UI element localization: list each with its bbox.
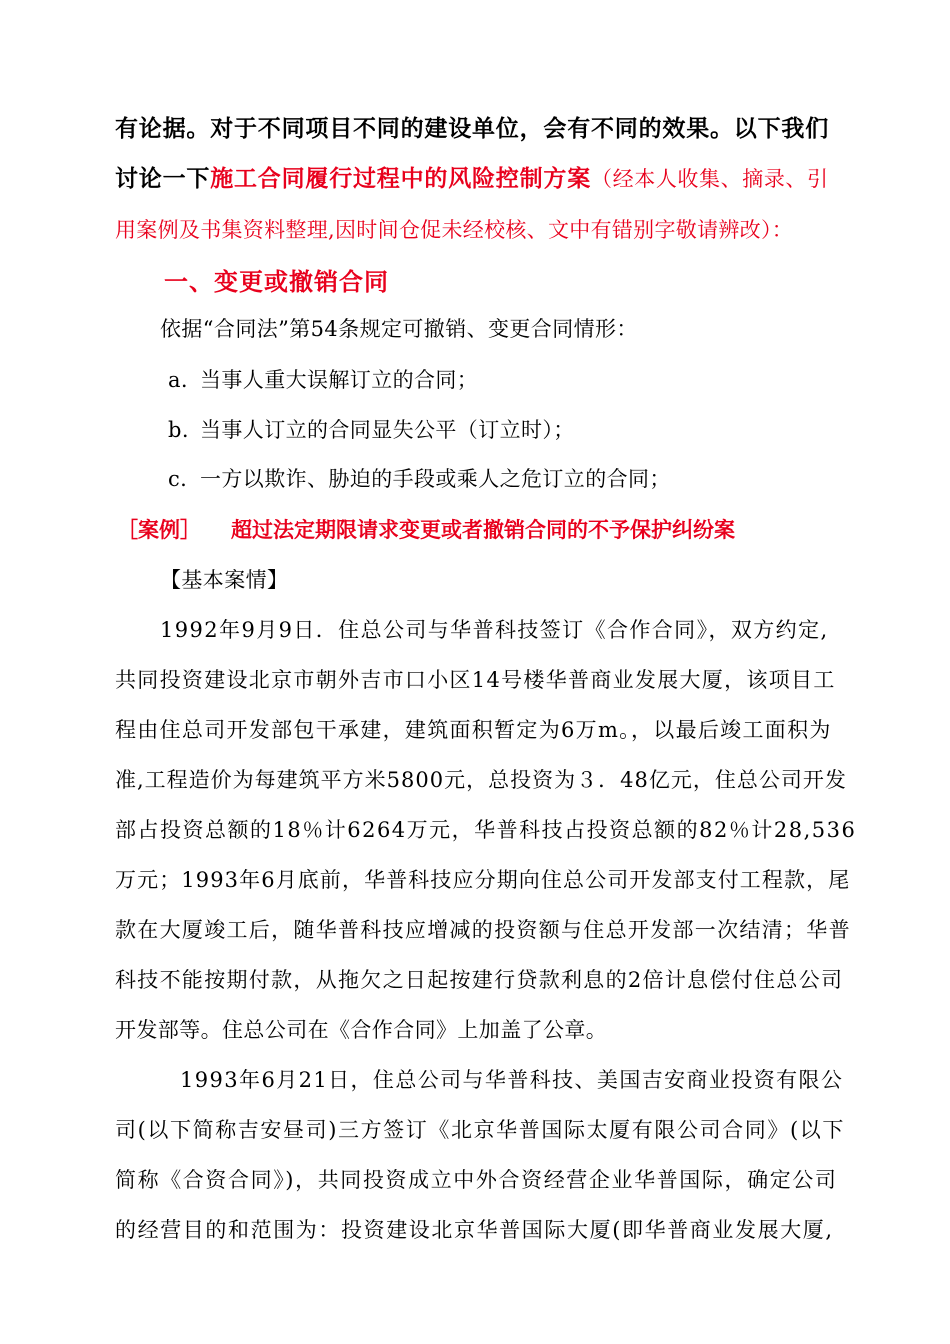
para-text: 万元；1993年6月底前，华普科技应分期向住总公司开发部支付工程款，尾 [115, 868, 851, 892]
case-para1-line [115, 664, 950, 694]
case-para2-line [180, 1064, 950, 1094]
case-para1-line [115, 714, 950, 744]
list-item-text: 一方以欺诈、胁迫的手段或乘人之危订立的合同； [200, 467, 671, 491]
topic-highlight: 施工合同履行过程中的风险控制方案 [210, 165, 592, 192]
para-text: 共同投资建设北京市朝外吉市口小区14号楼华普商业发展大厦，该项目工 [115, 668, 836, 692]
list-item [168, 364, 950, 394]
para-text: 司(以下简称吉安昼司)三方签订《北京华普国际太厦有限公司合同》(以下 [115, 1118, 845, 1142]
section-heading-text: 一、变更或撤销合同 [164, 267, 389, 296]
list-item [168, 414, 950, 444]
intro-line-2 [115, 160, 950, 193]
para-text: 开发部等。住总公司在《合作合同》上加盖了公章。 [115, 1018, 608, 1042]
para-text: 部占投资总额的18％计6264万元，华普科技占投资总额的82％计28,536 [115, 818, 857, 842]
case-subheading-text: 【基本案情】 [160, 568, 289, 592]
case-para2-line [115, 1164, 950, 1194]
para-text: 1993年6月21日，住总公司与华普科技、美国吉安商业投资有限公 [180, 1068, 844, 1092]
case-para1-line [115, 914, 950, 944]
list-marker: b. [168, 418, 189, 442]
case-para1-line [115, 1014, 950, 1044]
case-para1-line [160, 614, 950, 644]
case-para1-line [115, 964, 950, 994]
case-title [117, 514, 950, 544]
para-text: 款在大厦竣工后，随华普科技应增减的投资额与住总开发部一次结清；华普 [115, 918, 851, 942]
list-item-text: 当事人重大误解订立的合同； [200, 368, 479, 392]
list-item [168, 463, 950, 493]
case-label: ［案例］ [117, 517, 201, 542]
case-title-text: 超过法定期限请求变更或者撤销合同的不予保护纠纷案 [231, 517, 735, 542]
case-para2-line [115, 1214, 950, 1244]
para-text: 的经营目的和范围为：投资建设北京华普国际大厦(即华普商业发展大厦, [115, 1218, 834, 1242]
list-marker: c. [168, 467, 188, 491]
para-text: 1992年9月9日．住总公司与华普科技签订《合作合同》，双方约定, [160, 618, 829, 642]
intro-line-3 [115, 214, 950, 244]
case-para1-line [115, 814, 950, 844]
para-text: 准,工程造价为每建筑平方米5800元，总投资为３．48亿元，住总公司开发 [115, 768, 847, 792]
intro-text: 有论据。对于不同项目不同的建设单位，会有不同的效果。以下我们 [115, 115, 829, 142]
section-lead [160, 313, 950, 343]
para-text: 科技不能按期付款，从拖欠之日起按建行贷款利息的2倍计息偿付住总公司 [115, 968, 844, 992]
list-item-text: 当事人订立的合同显失公平（订立时）； [200, 418, 575, 442]
author-note: （经本人收集、摘录、引 [591, 167, 829, 191]
case-para1-line [115, 864, 950, 894]
author-note: 用案例及书集资料整理,因时间仓促未经校核、文中有错别字敬请辨改）： [115, 218, 794, 242]
case-subheading [160, 564, 950, 594]
case-para1-line [115, 764, 950, 794]
intro-line-1 [115, 110, 950, 143]
section-heading [164, 262, 950, 297]
list-marker: a. [168, 368, 188, 392]
para-text: 简称《合资合同》)，共同投资成立中外合资经营企业华普国际，确定公司 [115, 1168, 838, 1192]
para-text: 程由住总司开发部包干承建，建筑面积暂定为6万m。，以最后竣工面积为 [115, 718, 832, 742]
section-lead-text: 依据“合同法”第54条规定可撤销、变更合同情形： [160, 317, 638, 341]
intro-text: 讨论一下 [115, 165, 211, 192]
case-para2-line [115, 1114, 950, 1144]
